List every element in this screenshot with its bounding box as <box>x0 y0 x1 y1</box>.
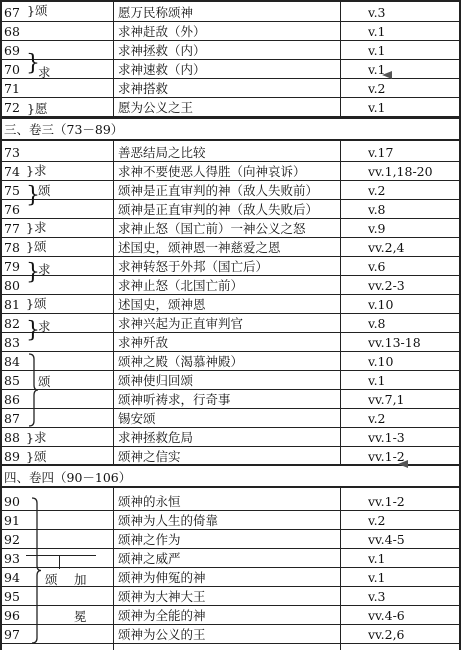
psalm-number: 93 <box>4 551 20 566</box>
psalm-title: 锡安颂 <box>118 411 156 426</box>
psalm-number: 69 <box>4 43 20 58</box>
table-row <box>0 98 461 117</box>
table-row <box>0 295 461 314</box>
group-label-song: }颂 <box>26 449 47 464</box>
psalm-title: 颂神之威严 <box>118 551 181 566</box>
psalm-title: 颂神之信实 <box>118 449 181 464</box>
verse-reference: vv.1-2 <box>368 494 405 509</box>
psalm-number: 75 <box>4 183 20 198</box>
psalm-title: 求神止怒（国亡前）一神公义之怒 <box>118 221 306 236</box>
verse-reference: v.10 <box>368 354 394 369</box>
psalm-title: 求神止怒（北国亡前） <box>118 278 244 293</box>
verse-reference: v.1 <box>368 43 386 58</box>
psalm-number: 72 <box>4 100 20 115</box>
table-row <box>0 219 461 238</box>
bracket-icon: } <box>26 296 34 311</box>
bracket-icon: } <box>27 101 35 116</box>
psalm-number: 83 <box>4 335 20 350</box>
psalm-number: 89 <box>4 449 20 464</box>
psalm-number: 71 <box>4 81 20 96</box>
psalm-title: 颂神为伸冤的神 <box>118 570 206 585</box>
bracket-icon: } <box>26 260 40 285</box>
psalm-number: 85 <box>4 373 20 388</box>
table-row <box>0 492 461 511</box>
psalm-title: 求神搭救 <box>118 81 169 96</box>
bracket-icon: } <box>26 51 40 76</box>
psalm-number: 95 <box>4 589 20 604</box>
psalm-number: 80 <box>4 278 20 293</box>
psalm-title: 颂神的永恒 <box>118 494 181 509</box>
group-label-ask: }求 <box>26 163 47 178</box>
group-label-ask: 求 <box>38 262 51 277</box>
table-row <box>0 390 461 409</box>
divider <box>59 555 60 569</box>
psalm-title: 颂神之殿（渴慕神殿） <box>118 354 244 369</box>
psalm-title: 求神不要使恶人得胜（向神哀诉） <box>118 164 306 179</box>
group-label-song: }颂 <box>26 239 47 254</box>
psalm-number: 74 <box>4 164 20 179</box>
verse-reference: v.17 <box>368 145 394 160</box>
psalm-title: 颂神使归回颂 <box>118 373 194 388</box>
verse-reference: vv.2-3 <box>368 278 405 293</box>
verse-reference: vv.4-6 <box>368 608 405 623</box>
verse-reference: v.1 <box>368 551 386 566</box>
psalm-number: 92 <box>4 532 20 547</box>
verse-reference: v.1 <box>368 62 386 77</box>
table-row <box>0 143 461 162</box>
psalm-number: 86 <box>4 392 20 407</box>
table-row <box>0 587 461 606</box>
psalm-title: 愿为公义之王 <box>118 100 194 115</box>
psalm-number: 88 <box>4 430 20 445</box>
section-divider <box>0 117 461 119</box>
group-label-song: 颂 <box>38 183 51 198</box>
table-row <box>0 257 461 276</box>
section-divider <box>0 0 461 2</box>
verse-reference: v.1 <box>368 570 386 585</box>
table-row <box>0 79 461 98</box>
table-row <box>0 22 461 41</box>
group-label-song: 颂 <box>45 572 58 587</box>
group-label-add: 加 <box>74 572 87 587</box>
psalm-title: 颂神是正直审判的神（敌人失败前） <box>118 183 319 198</box>
verse-reference: v.3 <box>368 5 386 20</box>
table-row <box>0 200 461 219</box>
psalm-title: 颂神为公义的王 <box>118 627 206 642</box>
arrow-left-icon <box>382 71 392 79</box>
verse-reference: v.2 <box>368 513 386 528</box>
psalm-number: 73 <box>4 145 20 160</box>
table-row <box>0 568 461 587</box>
section-divider <box>0 139 461 141</box>
psalm-title: 求神速救（内） <box>118 62 206 77</box>
group-label-ask: }求 <box>26 220 47 235</box>
verse-reference: v.3 <box>368 589 386 604</box>
table-row <box>0 238 461 257</box>
table-row <box>0 530 461 549</box>
verse-reference: v.1 <box>368 24 386 39</box>
psalm-number: 70 <box>4 62 20 77</box>
verse-reference: v.1 <box>368 373 386 388</box>
psalm-number: 84 <box>4 354 20 369</box>
psalm-title: 求神转怒于外邦（国亡后） <box>118 259 269 274</box>
group-label-wish: }愿 <box>27 101 48 116</box>
group-label-song: }颂 <box>26 296 47 311</box>
psalm-number: 82 <box>4 316 20 331</box>
border <box>0 464 2 486</box>
table-row <box>0 625 461 644</box>
bracket-icon: } <box>26 183 40 208</box>
table-row <box>0 276 461 295</box>
group-label-crown: 冕 <box>74 609 87 624</box>
group-label-ask: 求 <box>38 65 51 80</box>
table-row <box>0 447 461 466</box>
psalm-number: 87 <box>4 411 20 426</box>
verse-reference: vv.1-2 <box>368 449 405 464</box>
verse-reference: v.6 <box>368 259 386 274</box>
table-row <box>0 371 461 390</box>
arrow-left-icon <box>398 460 408 468</box>
table-row <box>0 314 461 333</box>
bracket-icon <box>27 353 39 427</box>
psalm-title: 求神拯救（内） <box>118 43 206 58</box>
verse-reference: vv.7,1 <box>368 392 405 407</box>
verse-reference: vv.2,6 <box>368 627 405 642</box>
table-row <box>0 3 461 22</box>
table-row <box>0 511 461 530</box>
psalm-title: 善恶结局之比较 <box>118 145 206 160</box>
table-row <box>0 333 461 352</box>
bracket-icon: } <box>27 3 35 18</box>
group-label-ask: 求 <box>38 319 51 334</box>
bracket-icon <box>30 497 42 644</box>
section-heading-book-3: 三、卷三（73－89） <box>4 122 124 137</box>
verse-reference: vv.1,18-20 <box>368 164 433 179</box>
psalm-title: 颂神为全能的神 <box>118 608 206 623</box>
bracket-icon: } <box>26 239 34 254</box>
table-row <box>0 549 461 568</box>
psalm-number: 97 <box>4 627 20 642</box>
psalm-title: 述国史，颂神恩 <box>118 297 206 312</box>
table-row <box>0 428 461 447</box>
bracket-icon: } <box>26 220 34 235</box>
psalm-title: 颂神为人生的倚靠 <box>118 513 219 528</box>
group-label-ask: }求 <box>26 430 47 445</box>
table-row <box>0 41 461 60</box>
table-row <box>0 162 461 181</box>
verse-reference: v.1 <box>368 100 386 115</box>
verse-reference: v.9 <box>368 221 386 236</box>
psalm-title: 述国史，颂神恩一神慈爱之恩 <box>118 240 281 255</box>
psalm-number: 96 <box>4 608 20 623</box>
psalm-title: 颂神是正直审判的神（敌人失败后） <box>118 202 319 217</box>
verse-reference: v.10 <box>368 297 394 312</box>
psalm-title: 求神兴起为正直审判官 <box>118 316 244 331</box>
verse-reference: vv.13-18 <box>368 335 421 350</box>
group-label-song: 颂 <box>38 374 51 389</box>
psalm-number: 67 <box>4 5 20 20</box>
table-row <box>0 181 461 200</box>
bracket-icon: } <box>26 318 40 343</box>
psalm-title: 求神赶敌（外） <box>118 24 206 39</box>
psalm-title: 颂神听祷求，行奇事 <box>118 392 231 407</box>
bracket-icon: } <box>26 163 34 178</box>
table-row <box>0 352 461 371</box>
verse-reference: v.2 <box>368 183 386 198</box>
psalm-number: 76 <box>4 202 20 217</box>
psalm-title: 颂神之作为 <box>118 532 181 547</box>
border <box>0 117 2 139</box>
verse-reference: v.2 <box>368 81 386 96</box>
psalm-number: 68 <box>4 24 20 39</box>
verse-reference: vv.4-5 <box>368 532 405 547</box>
verse-reference: v.8 <box>368 202 386 217</box>
psalm-number: 81 <box>4 297 20 312</box>
psalm-title: 颂神为大神大王 <box>118 589 206 604</box>
bracket-icon: } <box>26 430 34 445</box>
verse-reference: v.8 <box>368 316 386 331</box>
psalm-number: 90 <box>4 494 20 509</box>
divider <box>26 555 96 556</box>
bracket-icon: } <box>26 449 34 464</box>
table-row <box>0 409 461 428</box>
psalm-number: 78 <box>4 240 20 255</box>
section-heading-book-4: 四、卷四（90－106） <box>4 470 132 485</box>
verse-reference: vv.2,4 <box>368 240 405 255</box>
verse-reference: vv.1-3 <box>368 430 405 445</box>
group-label-song: }颂 <box>27 3 48 18</box>
psalm-number: 91 <box>4 513 20 528</box>
psalm-title: 求神拯救危局 <box>118 430 194 445</box>
psalm-title: 求神歼敌 <box>118 335 169 350</box>
psalm-title: 愿万民称颂神 <box>118 5 194 20</box>
verse-reference: v.2 <box>368 411 386 426</box>
psalm-number: 77 <box>4 221 20 236</box>
table-row <box>0 606 461 625</box>
psalm-number: 79 <box>4 259 20 274</box>
psalm-number: 94 <box>4 570 20 585</box>
